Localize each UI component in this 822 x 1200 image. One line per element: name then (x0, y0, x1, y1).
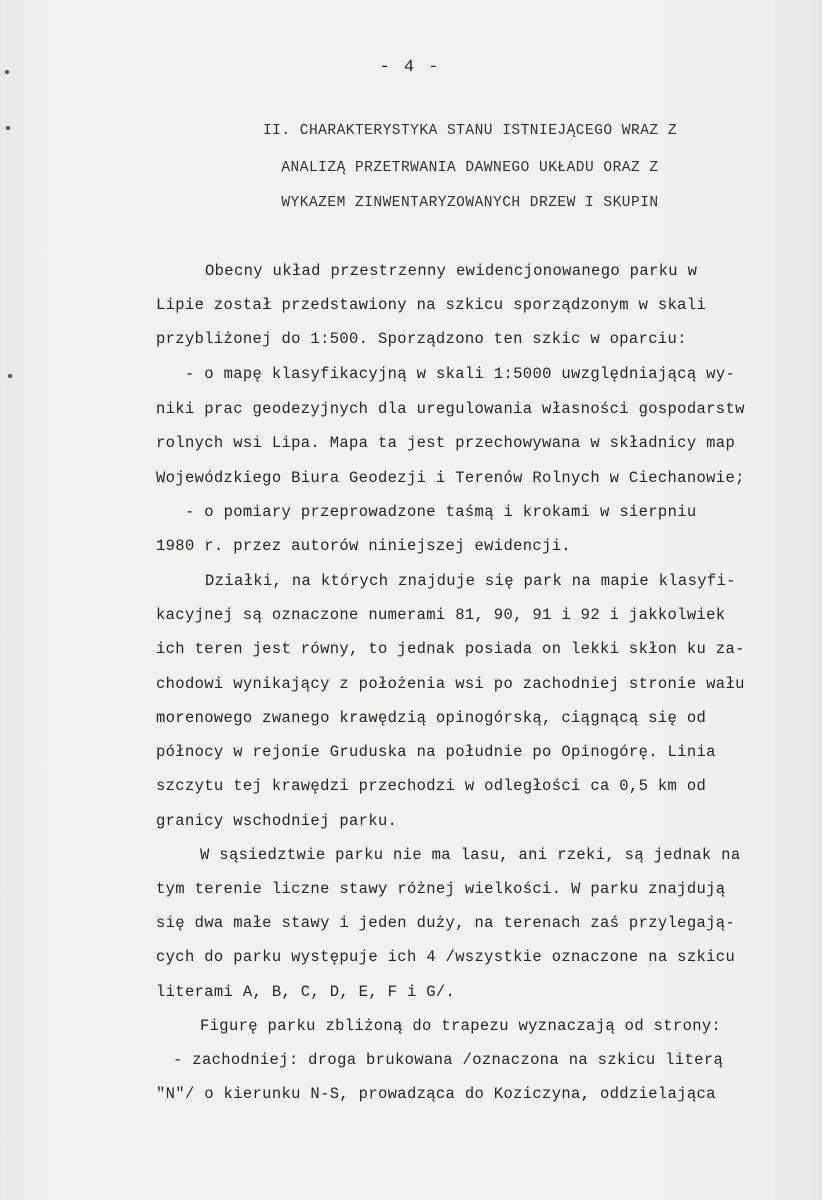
margin-mark (5, 70, 9, 74)
body-line: morenowego zwanego krawędzią opinogórską, ciągnącą się od (156, 709, 707, 727)
body-line: Obecny układ przestrzenny ewidencjonowanego parku w (205, 262, 698, 280)
body-line: północy w rejonie Gruduska na południe po Opinogórę. Linia (156, 743, 716, 761)
margin-mark (6, 126, 10, 130)
body-line: przybliżonej do 1:500. Sporządzono ten szkic w oparciu: (156, 330, 687, 348)
body-line: się dwa małe stawy i jeden duży, na terenach zaś przylegają- (156, 914, 736, 932)
section-heading-line-2: ANALIZĄ PRZETRWANIA DAWNEGO UKŁADU ORAZ Z (281, 160, 659, 176)
body-line: Wojewódzkiego Biura Geodezji i Terenów Rolnych w Ciechanowie; (156, 469, 745, 487)
body-line: niki prac geodezyjnych dla uregulowania własności gospodarstw (156, 400, 745, 418)
body-line: Figurę parku zbliżoną do trapezu wyznaczają od strony: (200, 1017, 722, 1035)
body-line: 1980 r. przez autorów niniejszej ewidencji. (156, 537, 572, 555)
body-line: - zachodniej: droga brukowana /oznaczona na szkicu literą (173, 1051, 724, 1069)
section-heading-line-3: WYKAZEM ZINWENTARYZOWANYCH DRZEW I SKUPIN (281, 195, 659, 211)
body-line: ich teren jest równy, to jednak posiada on lekki skłon ku za- (156, 640, 745, 658)
body-line: rolnych wsi Lipa. Mapa ta jest przechowywana w składnicy map (156, 434, 736, 452)
body-line: Działki, na których znajduje się park na mapie klasyfi- (205, 572, 736, 590)
body-line: - o pomiary przeprowadzone taśmą i krokami w sierpniu (185, 503, 697, 521)
body-line: literami A, B, C, D, E, F i G/. (156, 983, 456, 1001)
body-line: kacyjnej są oznaczone numerami 81, 90, 91 i 92 i jakkolwiek (156, 606, 726, 624)
page-number: - 4 - (379, 58, 441, 77)
body-line: Lipie został przedstawiony na szkicu sporządzonym w skali (156, 296, 707, 314)
body-line: chodowi wynikający z położenia wsi po zachodniej stronie wału (156, 675, 745, 693)
body-line: szczytu tej krawędzi przechodzi w odległości ca 0,5 km od (156, 777, 707, 795)
body-line: W sąsiedztwie parku nie ma lasu, ani rzeki, są jednak na (200, 846, 741, 864)
body-line: granicy wschodniej parku. (156, 812, 398, 830)
body-line: - o mapę klasyfikacyjną w skali 1:5000 uwzględniającą wy- (185, 365, 736, 383)
body-line: "N"/ o kierunku N-S, prowadząca do Koziczyna, oddzielająca (156, 1085, 716, 1103)
body-line: cych do parku występuje ich 4 /wszystkie oznaczone na szkicu (156, 948, 736, 966)
margin-mark (8, 374, 12, 378)
body-line: tym terenie liczne stawy różnej wielkości. W parku znajdują (156, 880, 726, 898)
section-heading-line-1: II. CHARAKTERYSTYKA STANU ISTNIEJĄCEGO WRAZ Z (262, 123, 678, 139)
